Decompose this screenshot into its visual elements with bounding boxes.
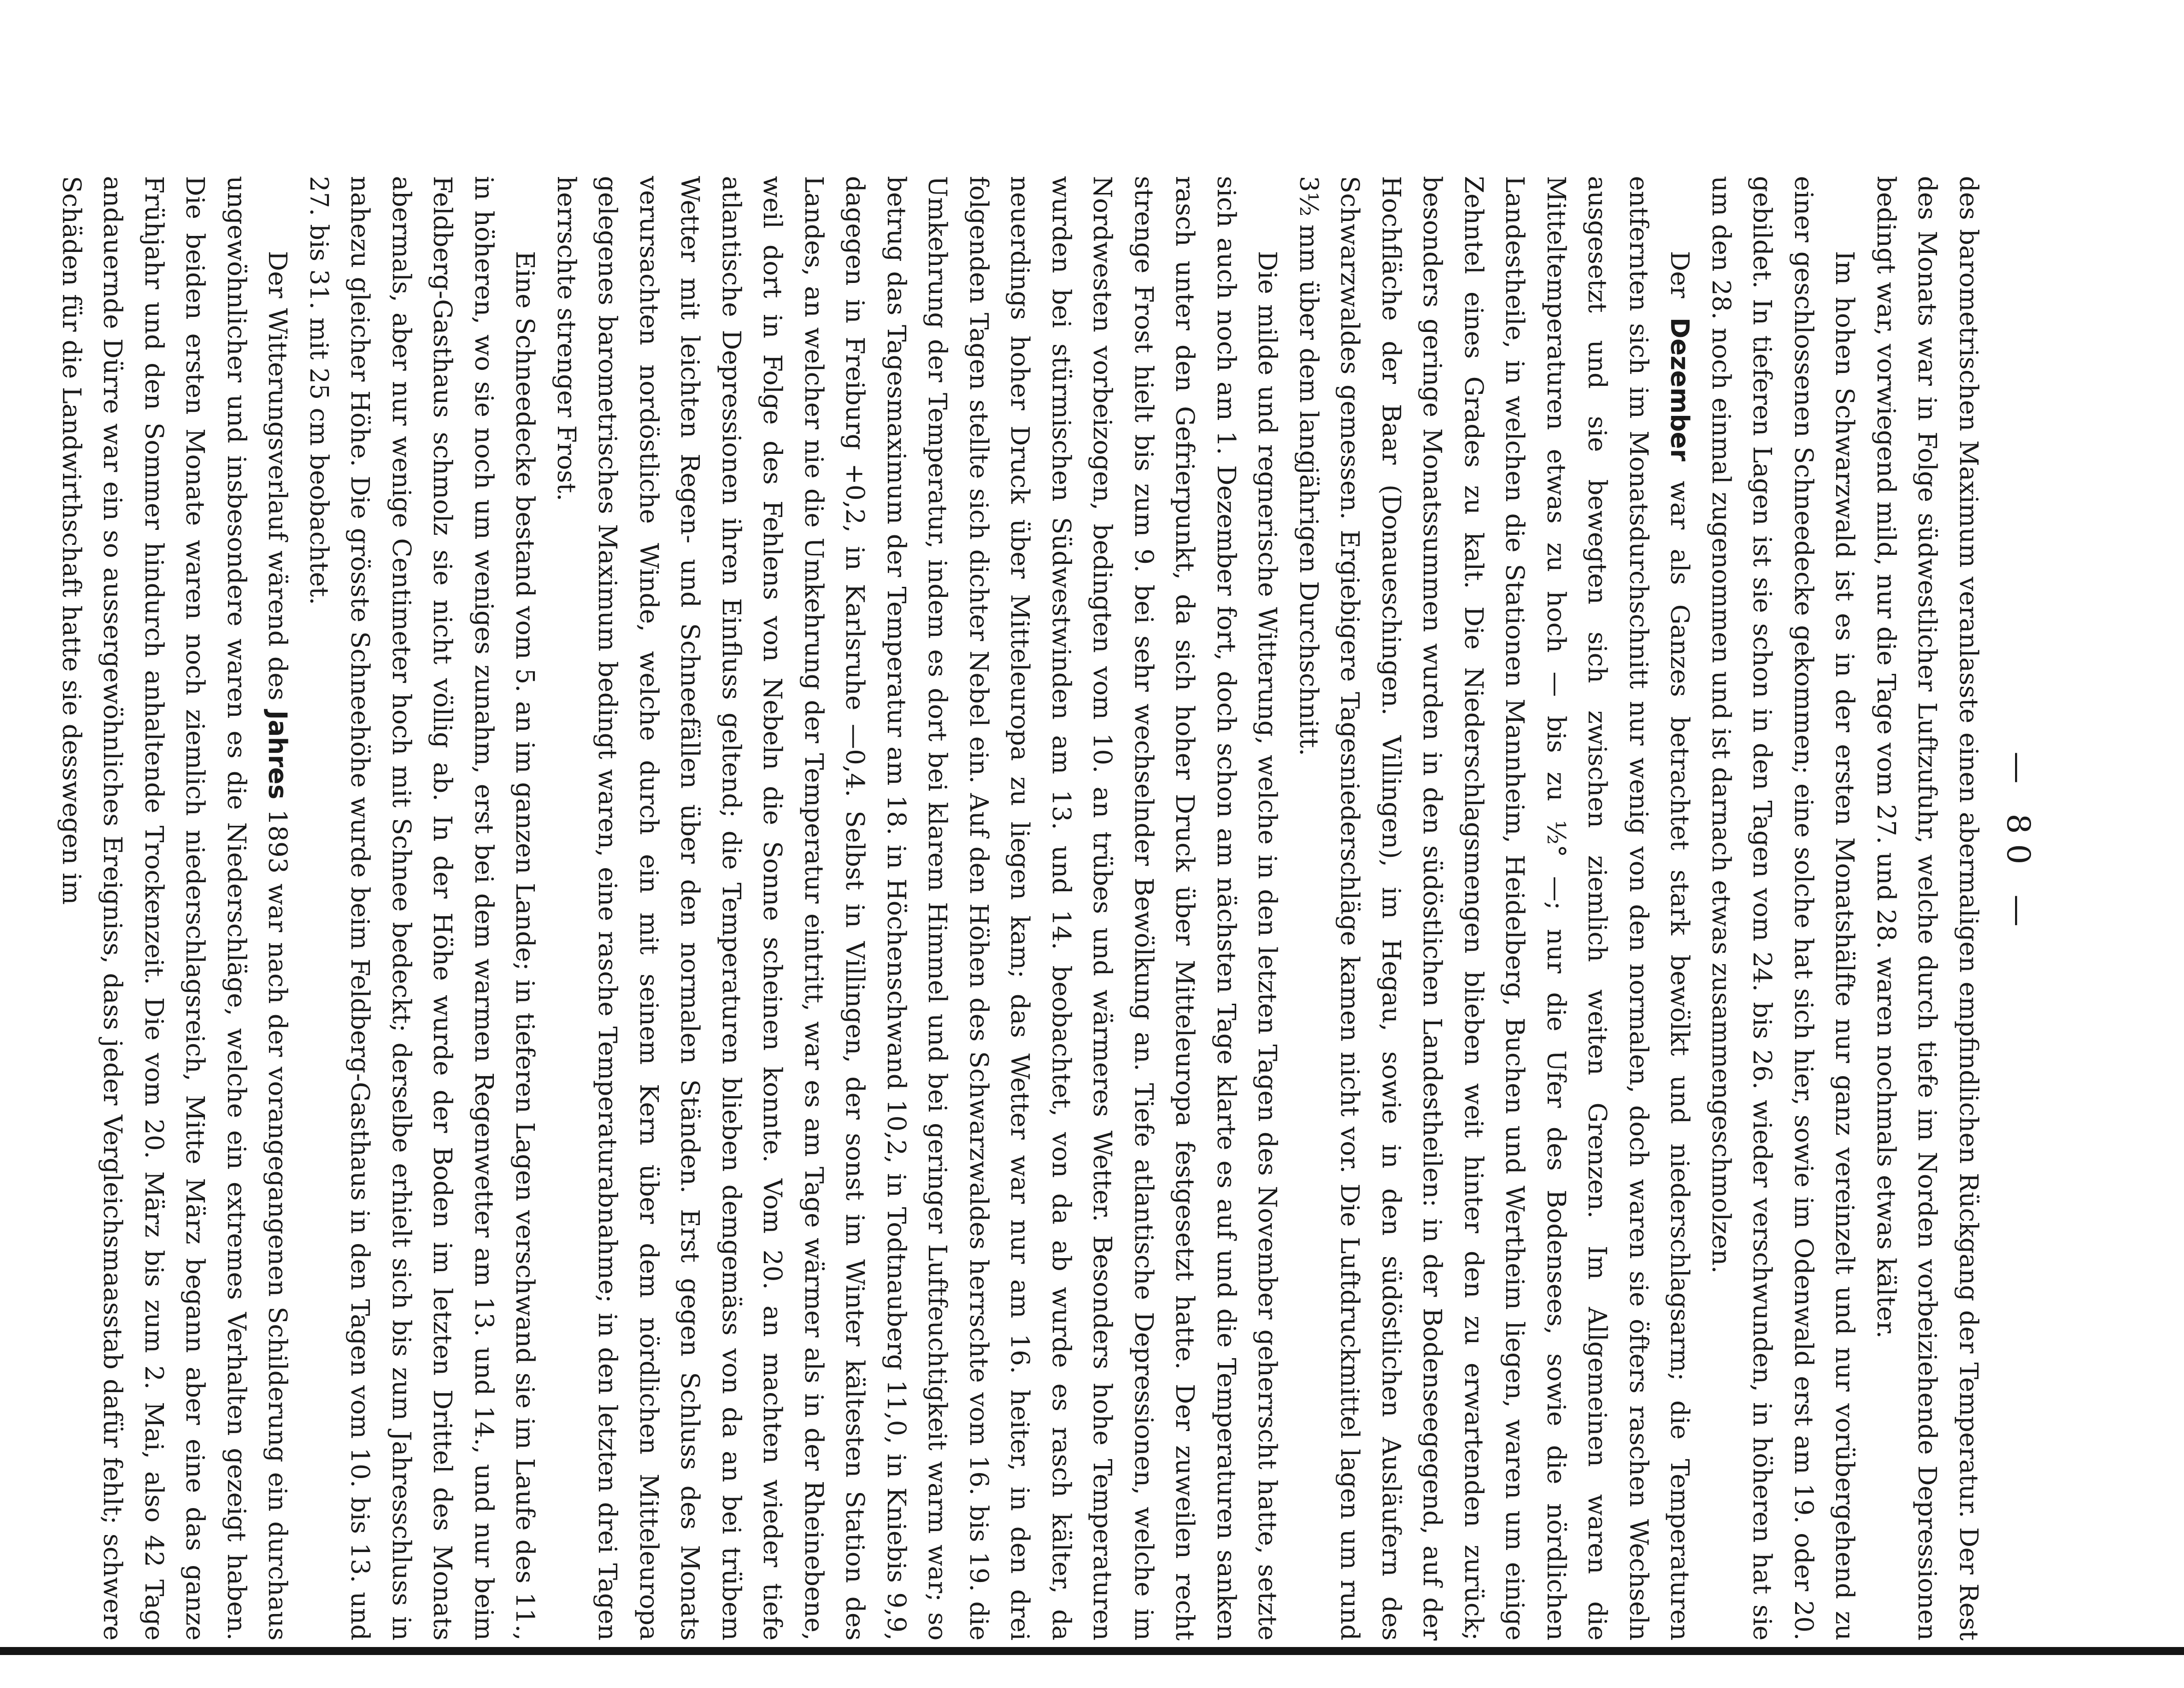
paragraph: [51, 176, 298, 1641]
paragraph-text: Der: [1665, 251, 1695, 318]
paragraph-text: Im hohen Schwarzwald ist es in der ersten Monatshälfte nur ganz vereinzelt und nur vorübergehend zu einer geschlossenen Schneedecke gekommen; eine solche hat sich hier, sowie im Odenwald erst am 19. oder 20. gebildet. In tieferen Lagen ist sie schon in den Tagen vom 24. bis 26. wieder verschwunden, in höheren hat sie um den 28. noch einmal zugenommen und ist darnach etwas zusammengeschmolzen.: [1707, 176, 1860, 1641]
paragraph: [546, 176, 1288, 1641]
paragraph: [1701, 176, 1866, 1641]
paragraph-text: Der Witterungsverlauf wärend des: [263, 251, 293, 711]
paragraph-text: des barometrischen Maximum veranlasste einen abermaligen empfindlichen Rückgang der Temperatur. Der Rest des Monats war in Folge südwestlicher Luftzufuhr, welche durch tiefe im Norden vorbeiziehende Depressionen bedingt war, vorwiegend mild, nur die Tage vom 27. und 28. waren nochmals etwas kälter.: [1872, 176, 1984, 1641]
section-keyword: Jahres: [263, 710, 293, 800]
section-keyword: Dezember: [1665, 317, 1695, 462]
paragraph: [1866, 176, 1990, 1641]
paragraph-text: 1893 war nach der vorangegangenen Schilderung ein durchaus ungewöhnlicher und insbesondere waren es die Niederschläge, welche ein extremes Verhalten gezeigt haben. Die beiden ersten Monate waren noch ziemlich niederschlagsreich, Mitte März begann aber eine das ganze Frühjahr und den Sommer hindurch anhaltende Trockenzeit. Die vom 20. März bis zum 2. Mai, also 42 Tage andauernde Dürre war ein so aussergewöhnliches Ereigniss, dass jeder Vergleichsmaasstab dafür fehlt; schwere Schäden für die Landwirthschaft hatte sie desswegen im: [57, 176, 293, 1641]
paragraph-text: Eine Schneedecke bestand vom 5. an im ganzen Lande; in tieferen Lagen verschwand sie im Laufe des 11., in höheren, wo sie noch um weniges zunahm, erst bei dem warmen Regenwetter am 13. und 14., und nur beim Feldberg-Gasthaus schmolz sie nicht völlig ab. In der Höhe wurde der Boden im letzten Drittel des Monats abermals, aber nur wenige Centimeter hoch mit Schnee bedeckt; derselbe erhielt sich bis zum Jahresschluss in nahezu gleicher Höhe. Die grösste Schneehöhe wurde beim Feldberg-Gasthaus in den Tagen vom 10. bis 13. und 27. bis 31. mit 25 cm beobachtet.: [304, 176, 540, 1641]
paragraph: [298, 176, 546, 1641]
paragraph-text: war als Ganzes betrachtet stark bewölkt und niederschlagsarm; die Temperaturen entfernten sich im Monatsdurchschnitt nur wenig von den normalen, doch waren sie öfters raschen Wechseln ausgesetzt und sie bewegten sich zwischen ziemlich weiten Grenzen. Im Allgemeinen waren die Mitteltemperaturen etwas zu hoch — bis zu ½° —; nur die Ufer des Bodensees, sowie die nördlichen Landestheile, in welchen die Stationen Mannheim, Heidelberg, Buchen und Wertheim liegen, waren um einige Zehntel eines Grades zu kalt. Die Niederschlagsmengen blieben weit hinter den zu erwartenden zurück; besonders geringe Monatssummen wurden in den südöstlichen Landestheilen: in der Bodenseegegend, auf der Hochfläche der Baar (Donaueschingen. Villingen), im Hegau, sowie in den südöstlichen Ausläufern des Schwarzwaldes gemessen. Ergiebigere Tagesniederschläge kamen nicht vor. Die Luftdruckmittel lagen um rund 3½ mm über dem langjährigen Durchschnitt.: [1294, 176, 1695, 1641]
body-text: [51, 176, 1990, 1641]
paragraph: [1288, 176, 1701, 1641]
page-number: — 80 —: [2000, 751, 2037, 937]
paragraph-text: Die milde und regnerische Witterung, welche in den letzten Tagen des November geherrscht hatte, setzte sich auch noch am 1. Dezember fort, doch schon am nächsten Tage klarte es auf und die Temperaturen sanken rasch unter den Gefrierpunkt, da sich hoher Druck über Mitteleuropa festgesetzt hatte. Der zuweilen recht strenge Frost hielt bis zum 9. bei sehr wechselnder Bewölkung an. Tiefe atlantische Depressionen, welche im Nordwesten vorbeizogen, bedingten vom 10. an trübes und wärmeres Wetter. Besonders hohe Temperaturen wurden bei stürmischen Südwestwinden am 13. und 14. beobachtet, von da ab wurde es rasch kälter, da neuerdings hoher Druck über Mitteleuropa zu liegen kam; das Wetter war nur am 16. heiter, in den drei folgenden Tagen stellte sich dichter Nebel ein. Auf den Höhen des Schwarzwaldes herrschte vom 16. bis 19. die Umkehrung der Temperatur, indem es dort bei klarem Himmel und bei geringer Luftfeuchtigkeit warm war; so betrug das Tagesmaximum der Temperatur am 18. in Höchenschwand 10,2, in Todtnauberg 11,0, in Kniebis 9,9, dagegen in Freiburg +0,2, in Karlsruhe —0,4. Selbst in Villingen, der sonst im Winter kältesten Station des Landes, an welcher nie die Umkehrung der Temperatur eintritt, war es am Tage wärmer als in der Rheinebene, weil dort in Folge des Fehlens von Nebeln die Sonne scheinen konnte. Vom 20. an machten wieder tiefe atlantische Depressionen ihren Einfluss geltend; die Temperaturen blieben demgemäss von da an bei trübem Wetter mit leichten Regen- und Schneefällen über den normalen Ständen. Erst gegen Schluss des Monats verursachten nordöstliche Winde, welche durch ein mit seinem Kern über dem nördlichen Mitteleuropa gelegenes barometrisches Maximum bedingt waren, eine rasche Temperaturabnahme; in den letzten drei Tagen herrschte strenger Frost.: [552, 176, 1283, 1641]
scan-border-line: [0, 1647, 2184, 1655]
